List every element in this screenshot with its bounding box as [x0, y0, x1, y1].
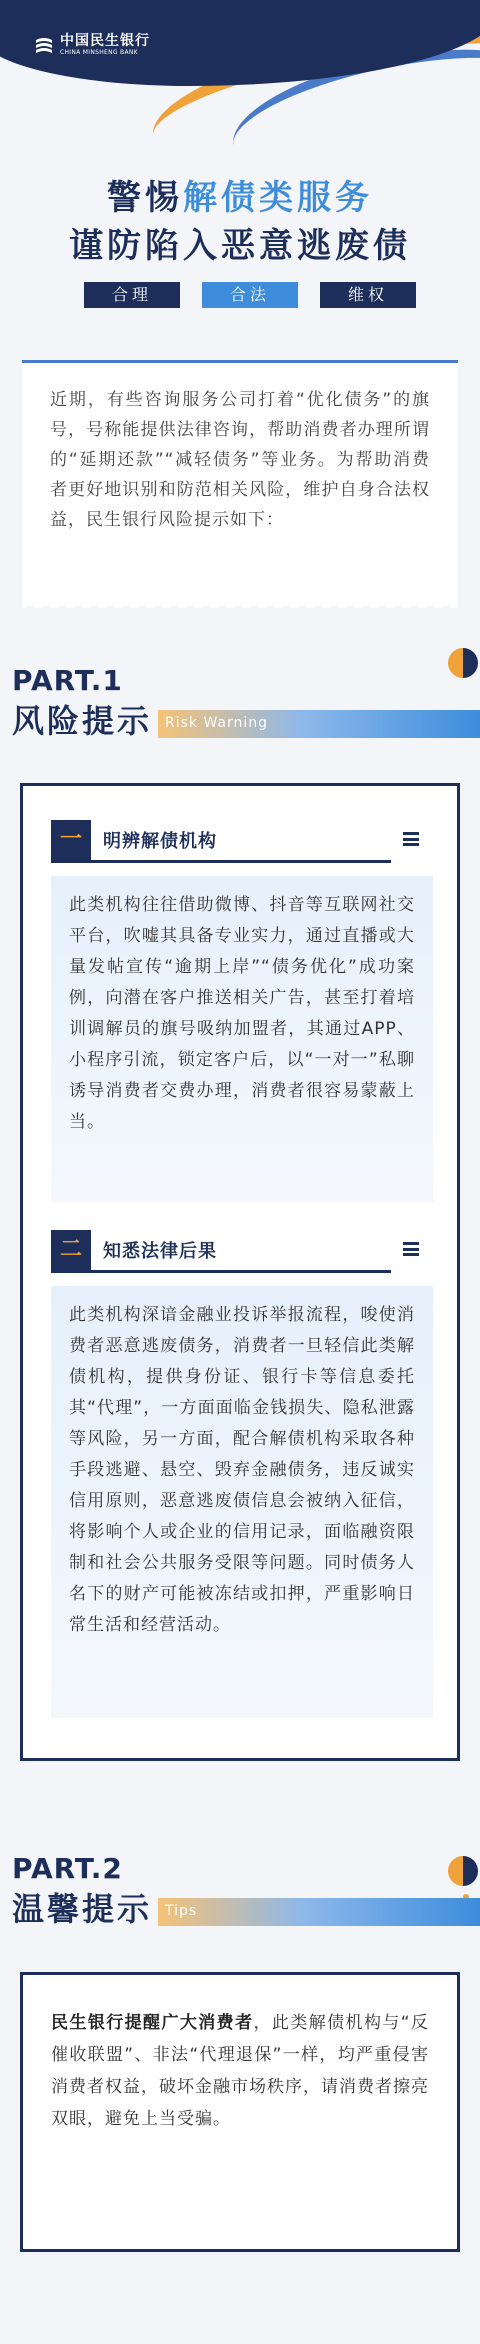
part1-english-title: Risk Warning [165, 715, 269, 731]
section1-number: 一 [51, 820, 91, 860]
tips-text: ，此类解债机构与“反催收联盟”、非法“代理退保”一样，均严重侵害消费者权益，破坏金融市场秩序，请消费者擦亮双眼，避免上当受骗。 [51, 2013, 430, 2129]
intro-text: 近期，有些咨询服务公司打着“优化债务”的旗号，号称能提供法律咨询，帮助消费者办理所谓的“延期还款”“减轻债务”等业务。为帮助消费者更好地识别和防范相关风险，维护自身合法权益，民生银行风险提示如下： [50, 390, 430, 530]
part1-label: PART.1 [12, 664, 123, 697]
bank-logo-icon [34, 37, 54, 53]
header-banner [0, 0, 480, 330]
intro-scalloped-edge [22, 600, 458, 612]
section2-underline [51, 1270, 391, 1273]
section1-heading [51, 820, 391, 860]
part2-label: PART.2 [12, 1852, 123, 1885]
bank-logo [34, 34, 150, 56]
page-title-line1 [0, 170, 480, 219]
section2-heading [51, 1230, 391, 1270]
section1-underline [51, 860, 391, 863]
risk-warning-card [20, 783, 460, 1761]
section1-panel [51, 876, 433, 1202]
tag-rights: 维权 [320, 282, 416, 308]
tips-card [20, 1972, 460, 2252]
menu-icon [403, 832, 419, 846]
page-title-line2: 谨防陷入恶意逃废债 [69, 226, 411, 266]
menu-icon [403, 1242, 419, 1256]
decorative-half-circle [448, 648, 478, 678]
section1-body: 此类机构往往借助微博、抖音等互联网社交平台，吹嘘其具备专业实力，通过直播或大量发帖宣传“逾期上岸”“债务优化”成功案例，向潜在客户推送相关广告，甚至打着培训调解员的旗号吸纳加盟者，其通过APP、小程序引流，锁定客户后，以“一对一”私聊诱导消费者交费办理，消费者很容易蒙蔽上当。 [69, 895, 415, 1132]
logo-english-name: CHINA MINSHENG BANK [60, 49, 138, 56]
decorative-half-circle [448, 1856, 478, 1886]
tag-row [84, 282, 416, 308]
tag-legal: 合法 [202, 282, 298, 308]
part2-title: 温馨提示 [12, 1890, 153, 1928]
title-highlight: 解债类服务 [183, 178, 373, 218]
logo-chinese-name: 中国民生银行 [60, 33, 150, 49]
part2-gradient-bar [158, 1898, 480, 1926]
part1-title: 风险提示 [12, 702, 153, 740]
title-prefix: 警惕 [107, 178, 183, 218]
part2-english-title: Tips [165, 1903, 198, 1919]
section1-title: 明辨解债机构 [103, 831, 217, 852]
section2-body: 此类机构深谙金融业投诉举报流程，唆使消费者恶意逃废债务，消费者一旦轻信此类解债机构，提供身份证、银行卡等信息委托其“代理”，一方面面临金钱损失、隐私泄露等风险，另一方面，配合解债机构采取各种手段逃避、悬空、毁弃金融债务，违反诚实信用原则，恶意逃废债信息会被纳入征信，将影响个人或企业的信用记录，面临融资限制和社会公共服务受限等问题。同时债务人名下的财产可能被冻结或扣押，严重影响日常生活和经营活动。 [69, 1305, 415, 1635]
tag-reasonable: 合理 [84, 282, 180, 308]
tips-body [51, 2007, 429, 2135]
section2-panel [51, 1286, 433, 1718]
section2-title: 知悉法律后果 [103, 1241, 217, 1262]
section2-number: 二 [51, 1230, 91, 1270]
tips-bold-lead: 民生银行提醒广大消费者 [51, 2013, 254, 2033]
intro-box [22, 363, 458, 608]
